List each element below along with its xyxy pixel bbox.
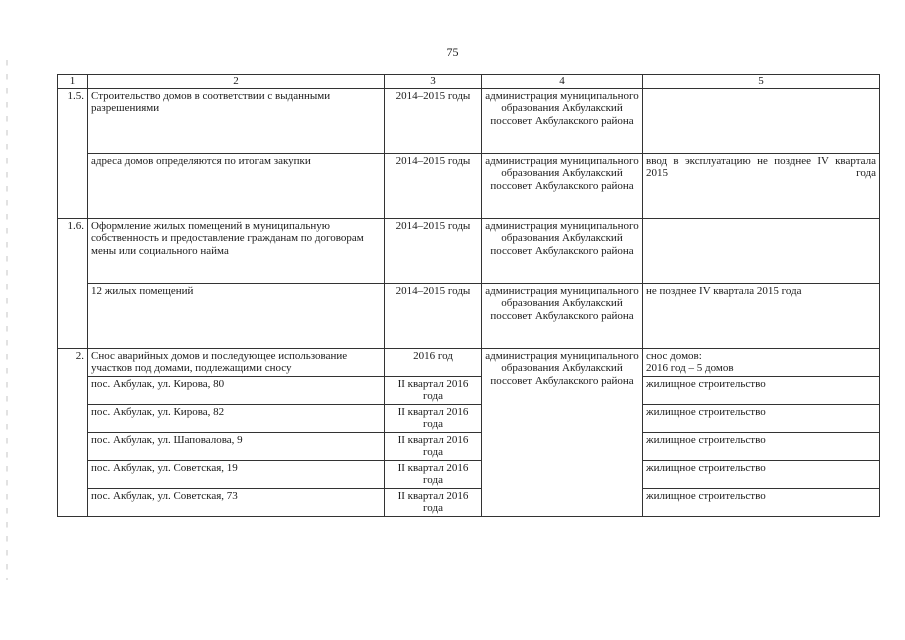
activity-description: Строительство домов в соответствии с выданными разрешениями: [88, 88, 385, 153]
table-row: [58, 348, 880, 376]
execution-period: 2014–2015 годы: [385, 283, 482, 348]
responsible-party: администрация муниципального образования Акбулакский поссовет Акбулакского района: [482, 348, 643, 516]
activity-description: 12 жилых помещений: [88, 283, 385, 348]
expected-result: жилищное строительство: [643, 460, 880, 488]
expected-result: не позднее IV квартала 2015 года: [643, 283, 880, 348]
result-line: снос домов:: [646, 349, 702, 362]
expected-result: [643, 218, 880, 283]
execution-period: 2014–2015 годы: [385, 153, 482, 218]
column-header: 5: [643, 75, 880, 89]
address: пос. Акбулак, ул. Кирова, 82: [88, 404, 385, 432]
activity-description: Оформление жилых помещений в муниципальную собственность и предоставление гражданам по договорам мены или социального найма: [88, 218, 385, 283]
activity-description: адреса домов определяются по итогам закупки: [88, 153, 385, 218]
expected-result: [643, 88, 880, 153]
execution-period: II квартал 2016 года: [385, 404, 482, 432]
execution-period: II квартал 2016 года: [385, 460, 482, 488]
table-row: [58, 283, 880, 348]
expected-result: ввод в эксплуатацию не позднее IV квартала 2015 года: [643, 153, 880, 218]
table-row: [58, 376, 880, 404]
table-row: [58, 404, 880, 432]
address: пос. Акбулак, ул. Кирова, 80: [88, 376, 385, 404]
table-row: [58, 88, 880, 153]
execution-period: II квартал 2016 года: [385, 488, 482, 516]
page-number: 75: [446, 45, 459, 59]
table-header-row: [58, 75, 880, 89]
action-plan-table: [57, 74, 880, 517]
result-line: 2016 год – 5 домов: [646, 362, 734, 374]
expected-result: жилищное строительство: [643, 488, 880, 516]
expected-result: [643, 348, 880, 376]
item-number: 2.: [58, 348, 88, 516]
table-row: [58, 218, 880, 283]
scan-margin-marks: [6, 60, 8, 580]
table-row: [58, 488, 880, 516]
column-header: 1: [58, 75, 88, 89]
expected-result: жилищное строительство: [643, 376, 880, 404]
address: пос. Акбулак, ул. Шаповалова, 9: [88, 432, 385, 460]
execution-period: II квартал 2016 года: [385, 376, 482, 404]
expected-result: жилищное строительство: [643, 404, 880, 432]
table-row: [58, 153, 880, 218]
column-header: 2: [88, 75, 385, 89]
column-header: 4: [482, 75, 643, 89]
responsible-party: администрация муниципального образования Акбулакский поссовет Акбулакского района: [482, 283, 643, 348]
address: пос. Акбулак, ул. Советская, 73: [88, 488, 385, 516]
execution-period: 2014–2015 годы: [385, 218, 482, 283]
activity-description: Снос аварийных домов и последующее использование участков под домами, подлежащими сносу: [88, 348, 385, 376]
execution-period: II квартал 2016 года: [385, 432, 482, 460]
expected-result: жилищное строительство: [643, 432, 880, 460]
responsible-party: администрация муниципального образования Акбулакский поссовет Акбулакского района: [482, 153, 643, 218]
execution-period: 2014–2015 годы: [385, 88, 482, 153]
item-number: 1.6.: [58, 218, 88, 348]
item-number: 1.5.: [58, 88, 88, 218]
table-row: [58, 460, 880, 488]
responsible-party: администрация муниципального образования Акбулакский поссовет Акбулакского района: [482, 88, 643, 153]
execution-period: 2016 год: [385, 348, 482, 376]
address: пос. Акбулак, ул. Советская, 19: [88, 460, 385, 488]
column-header: 3: [385, 75, 482, 89]
table-row: [58, 432, 880, 460]
responsible-party: администрация муниципального образования Акбулакский поссовет Акбулакского района: [482, 218, 643, 283]
